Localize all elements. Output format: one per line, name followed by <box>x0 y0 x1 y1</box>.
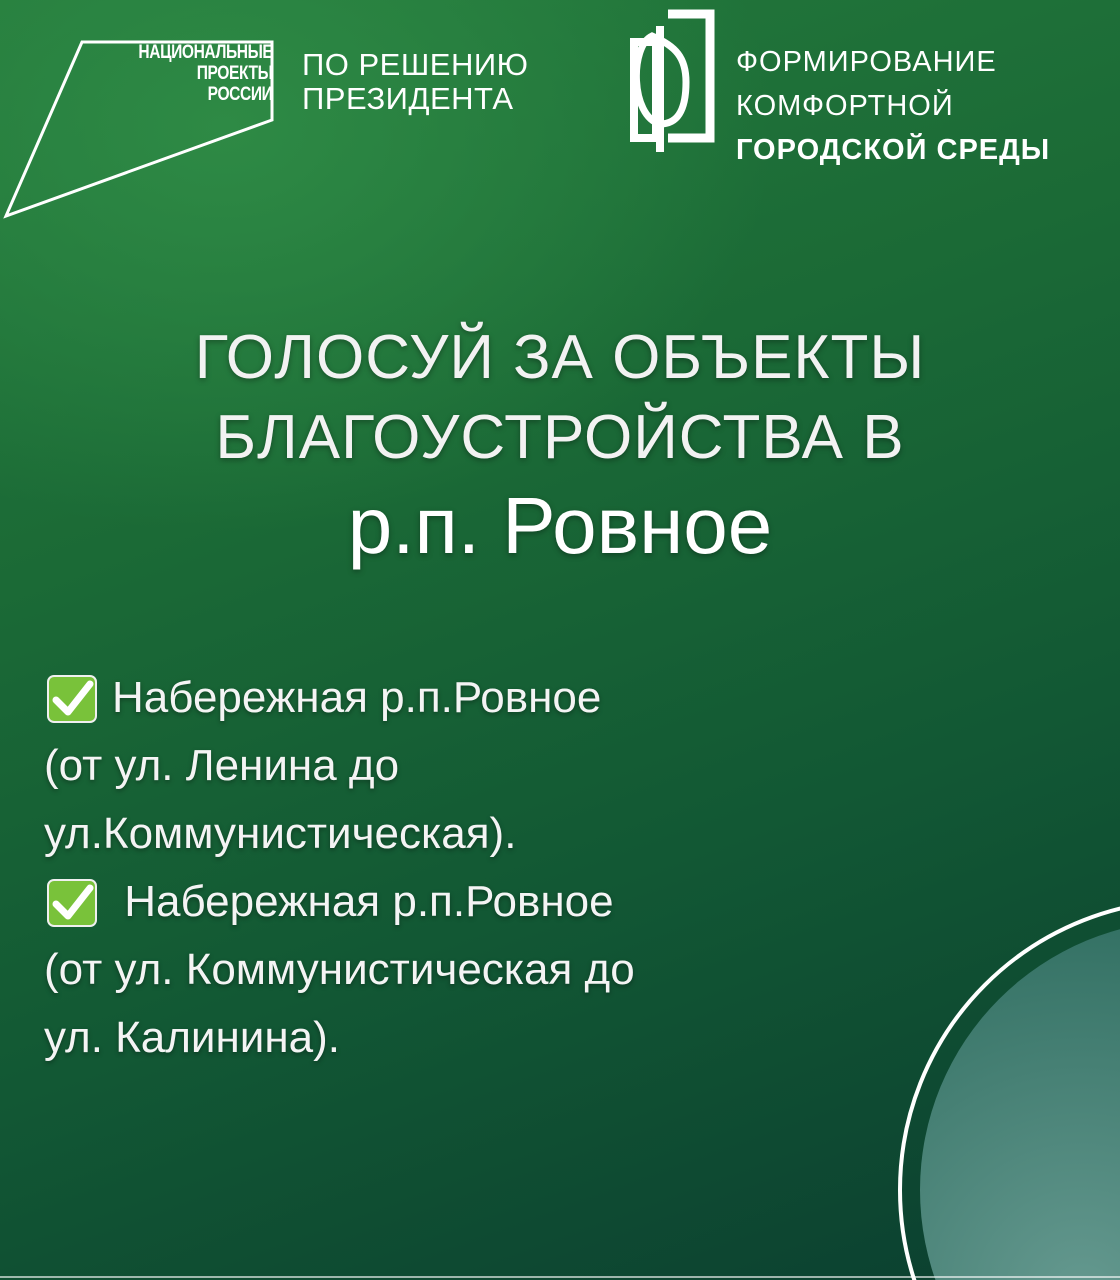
by-decision-line-2: ПРЕЗИДЕНТА <box>302 81 514 116</box>
program-name-line-3: ГОРОДСКОЙ СРЕДЫ <box>736 134 1051 166</box>
headline-line-1: ГОЛОСУЙ ЗА ОБЪЕКТЫ <box>194 323 926 392</box>
by-decision-text <box>302 48 528 116</box>
by-decision-line-1: ПО РЕШЕНИЮ <box>302 47 529 82</box>
objects-list <box>44 664 1044 1072</box>
headline-place: р.п. Ровное <box>347 481 773 570</box>
program-name-line-2: КОМФОРТНОЙ <box>736 90 954 122</box>
headline <box>0 318 1120 574</box>
check-mark-button-icon <box>44 874 106 930</box>
national-projects-logo-text <box>138 42 272 105</box>
list-item-1-line-2: (от ул. Ленина до <box>44 741 400 790</box>
check-mark-button-icon <box>44 670 106 726</box>
headline-line-2: БЛАГОУСТРОЙСТВА В <box>215 403 905 472</box>
list-item-1-line-1 <box>44 664 1044 732</box>
list-item-1-line-3: ул.Коммунистическая). <box>44 809 517 858</box>
fk-logo-icon <box>630 6 720 156</box>
logo-line-1: НАЦИОНАЛЬНЫЕ <box>137 42 272 63</box>
list-item-text: Набережная р.п.Ровное <box>112 673 602 722</box>
logo-line-3: РОССИИ <box>207 84 272 105</box>
list-item-2-line-3: ул. Калинина). <box>44 1013 341 1062</box>
logo-line-2: ПРОЕКТЫ <box>196 63 272 84</box>
list-item-text: Набережная р.п.Ровное <box>112 877 614 926</box>
list-item-2-line-1 <box>44 868 1044 936</box>
national-projects-logo <box>0 20 290 220</box>
program-name-line-1: ФОРМИРОВАНИЕ <box>736 46 997 78</box>
program-name <box>736 40 1050 172</box>
list-item-2-line-2: (от ул. Коммунистическая до <box>44 945 635 994</box>
